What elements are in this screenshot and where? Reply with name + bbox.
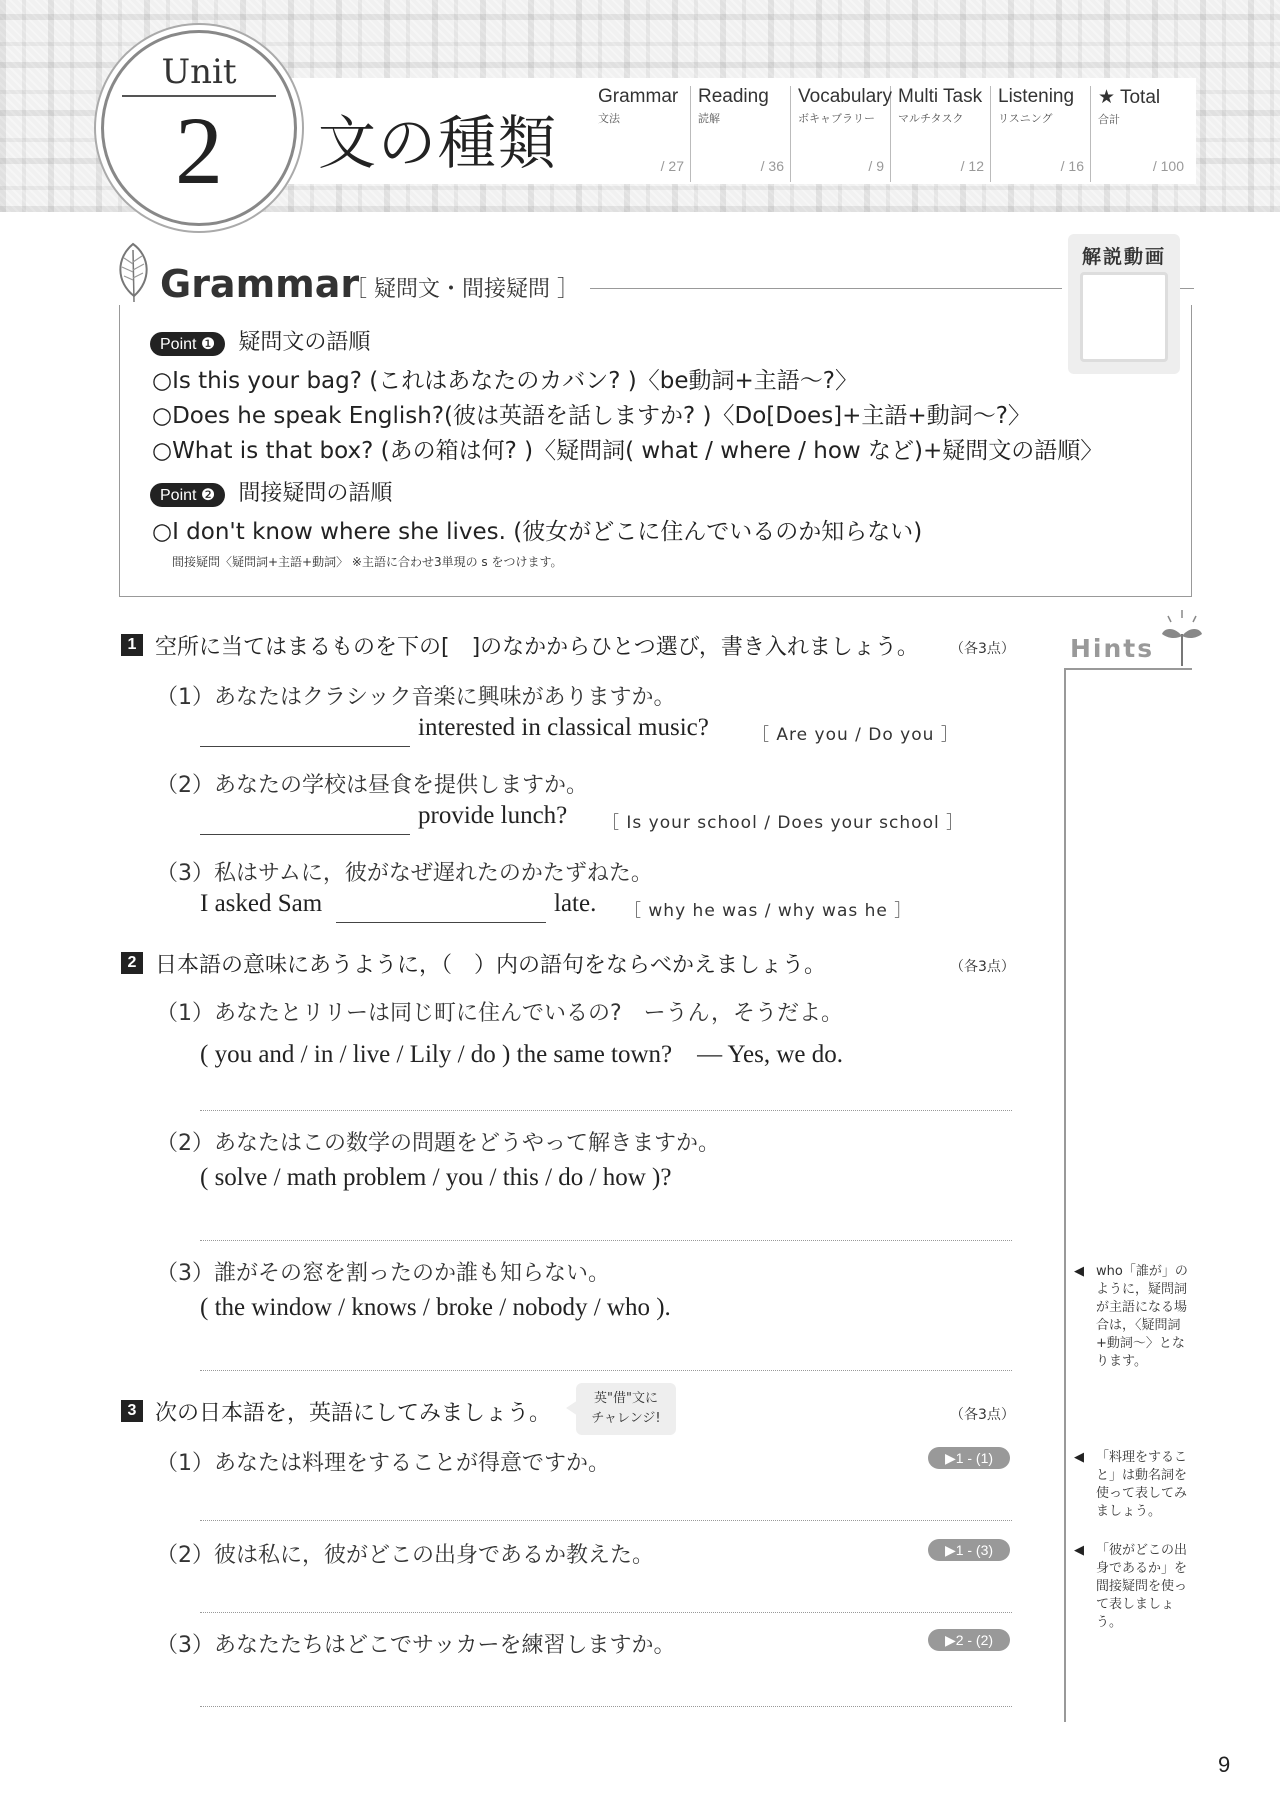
video-label: 解説動画 (1081, 246, 1166, 268)
divider (1064, 668, 1066, 1722)
score-label-ja: マルチタスク (898, 112, 964, 125)
answer-blank[interactable] (336, 922, 546, 923)
answer-line[interactable] (200, 1240, 1012, 1241)
unit-label: Unit (161, 52, 237, 92)
answer-blank[interactable] (200, 746, 410, 747)
point1-title: 疑問文の語順 (238, 330, 371, 355)
score-label: Grammar (598, 86, 679, 107)
score-label: Listening (998, 86, 1075, 107)
answer-line[interactable] (200, 1520, 1012, 1521)
question-en: ( you and / in / live / Lily / do ) the same town? — Yes, we do. (200, 1041, 843, 1068)
score-label: ★ Total (1098, 87, 1161, 108)
section-points: （各3点） (950, 1407, 1015, 1423)
score-multitask (898, 86, 991, 182)
page-number: 9 (1218, 1752, 1231, 1777)
question-ja: （1）あなたはクラシック音楽に興味がありますか。 (156, 685, 676, 710)
question-ja: （3）あなたたちはどこでサッカーを練習しますか。 (156, 1633, 676, 1658)
section-instruction: 空所に当てはまるものを下の[ ]のなかからひとつ選び，書き入れましょう。 (155, 635, 919, 660)
answer-choices: ［ Are you / Do you ］ (752, 725, 959, 745)
section-instruction: 次の日本語を，英語にしてみましょう。 (155, 1401, 552, 1426)
question-en: interested in classical music? (418, 714, 709, 741)
question-en: I asked Sam (200, 890, 323, 917)
answer-line[interactable] (200, 1706, 1012, 1707)
score-max: / 36 (760, 158, 784, 174)
score-label-ja: リスニング (998, 112, 1053, 125)
divider (590, 288, 1062, 289)
point2-badge: Point ❷ (150, 483, 225, 507)
score-grammar (598, 86, 691, 182)
sprout-icon (1158, 606, 1206, 668)
question-ja: （2）あなたの学校は昼食を提供しますか。 (156, 773, 588, 798)
divider (1180, 288, 1194, 289)
divider (1064, 668, 1192, 670)
score-label: Multi Task (898, 86, 983, 107)
hint-text: 「彼がどこの出身であるか」を間接疑問を使って表しましょう。 (1096, 1543, 1188, 1630)
score-max: / 16 (1060, 158, 1084, 174)
bubble-text: チャレンジ! (591, 1411, 661, 1426)
reference-tag: ▶2 - (2) (928, 1629, 1010, 1651)
video-qr-area[interactable] (1080, 272, 1168, 362)
triangle-left-icon: ◀ (1074, 1264, 1084, 1279)
grammar-title: Grammar (160, 262, 360, 306)
point2-title: 間接疑問の語順 (238, 481, 393, 506)
answer-blank[interactable] (200, 834, 410, 835)
section-number: 3 (121, 1400, 143, 1422)
hint-text: who「誰が」のように，疑問詞が主語になる場合は，〈疑問詞+動詞〜〉となります。 (1096, 1264, 1188, 1369)
section-number: 2 (121, 952, 143, 974)
hints-title: Hints (1070, 634, 1155, 663)
score-label: Vocabulary (798, 86, 893, 107)
score-label-ja: 文法 (598, 112, 620, 125)
answer-line[interactable] (200, 1110, 1012, 1111)
reference-tag: ▶1 - (3) (928, 1539, 1010, 1561)
score-max: / 9 (868, 158, 884, 174)
leaf-icon (110, 240, 156, 304)
section-points: （各3点） (950, 959, 1015, 975)
example-line: ○What is that box? (あの箱は何? )〈疑問詞( what / where / how など)+疑問文の語順〉 (152, 438, 1104, 464)
section-number: 1 (121, 634, 143, 656)
score-label: Reading (698, 86, 769, 107)
question-ja: （3）誰がその窓を割ったのか誰も知らない。 (156, 1261, 610, 1286)
hint-text: 「料理をすること」は動名詞を使って表してみましょう。 (1096, 1450, 1188, 1519)
score-max: / 12 (960, 158, 984, 174)
score-vocabulary (798, 86, 891, 182)
question-ja: （2）あなたはこの数学の問題をどうやって解きますか。 (156, 1131, 720, 1156)
score-max: / 100 (1152, 158, 1184, 174)
score-max: / 27 (660, 158, 684, 174)
grammar-note: 間接疑問〈疑問詞+主語+動詞〉 ※主語に合わせ3単現の s をつけます。 (172, 555, 563, 569)
triangle-left-icon: ◀ (1074, 1543, 1084, 1558)
challenge-bubble (576, 1383, 676, 1435)
question-ja: （1）あなたとリリーは同じ町に住んでいるの? ーうん，そうだよ。 (156, 1001, 843, 1026)
question-ja: （2）彼は私に，彼がどこの出身であるか教えた。 (156, 1543, 654, 1568)
score-label-ja: ボキャブラリー (798, 112, 875, 125)
example-line: ○I don't know where she lives. (彼女がどこに住んでいるのか知らない) (152, 519, 923, 545)
reference-tag: ▶1 - (1) (928, 1447, 1010, 1469)
point1-badge: Point ❶ (150, 332, 225, 356)
point1-header (150, 325, 370, 356)
section-instruction: 日本語の意味にあうように，（ ）内の語句をならべかえましょう。 (155, 953, 827, 978)
bubble-text: 英"借"文に (594, 1391, 658, 1406)
point2-header (150, 476, 392, 507)
score-label-ja: 合計 (1098, 113, 1120, 126)
question-en: late. (554, 890, 597, 917)
answer-line[interactable] (200, 1370, 1012, 1371)
score-total (1098, 86, 1190, 182)
answer-choices: ［ why he was / why was he ］ (624, 901, 913, 921)
example-line: ○Does he speak English?(彼は英語を話しますか? )〈Do[Does]+主語+動詞〜?〉 (152, 403, 1031, 429)
unit-number: 2 (175, 97, 223, 204)
example-line: ○Is this your bag? (これはあなたのカバン? )〈be動詞+主語〜?〉 (152, 368, 858, 394)
question-ja: （1）あなたは料理をすることが得意ですか。 (156, 1451, 610, 1476)
question-en: ( solve / math problem / you / this / do / how )? (200, 1164, 672, 1191)
question-en: ( the window / knows / broke / nobody / who ). (200, 1294, 671, 1321)
question-ja: （3）私はサムに，彼がなぜ遅れたのかたずねた。 (156, 861, 653, 886)
score-reading (698, 86, 791, 182)
page-title: 文の種類 (318, 109, 559, 177)
triangle-left-icon: ◀ (1074, 1450, 1084, 1465)
section-points: （各3点） (950, 641, 1015, 657)
answer-choices: ［ Is your school / Does your school ］ (602, 813, 965, 833)
score-listening (998, 86, 1091, 182)
score-label-ja: 読解 (698, 112, 720, 125)
question-en: provide lunch? (418, 802, 568, 829)
grammar-subtitle: ［ 疑問文・間接疑問 ］ (345, 277, 579, 302)
answer-line[interactable] (200, 1612, 1012, 1613)
